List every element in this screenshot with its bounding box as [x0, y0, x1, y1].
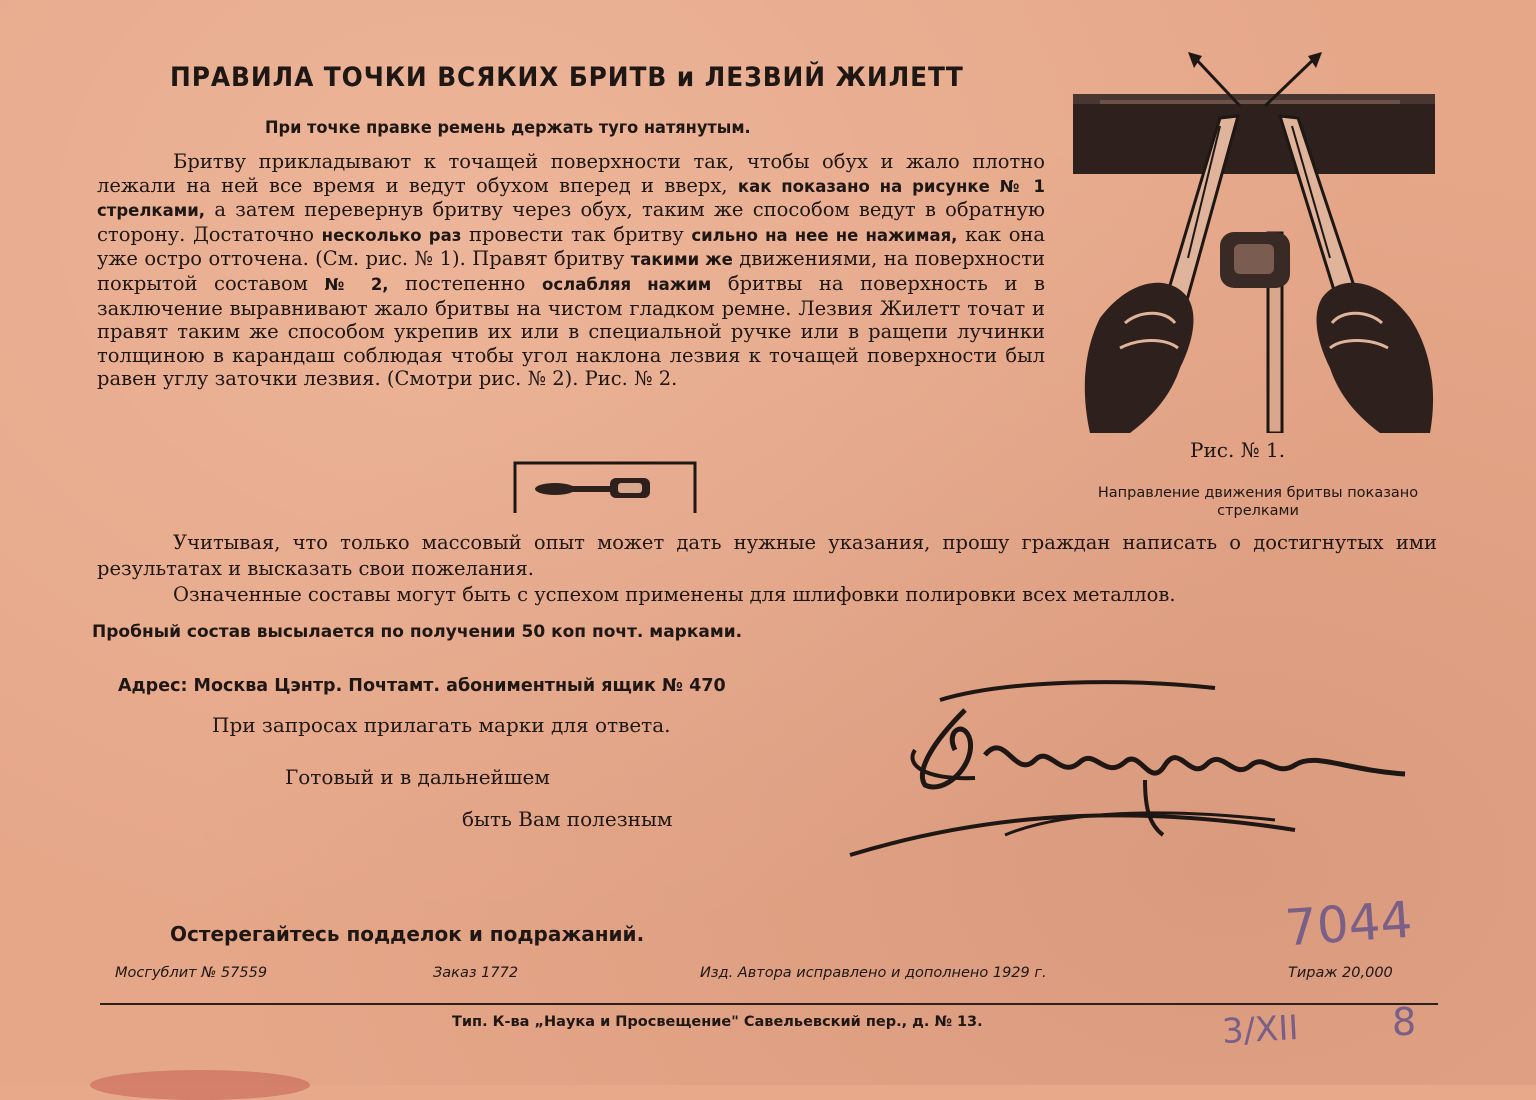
instructions-paragraph — [97, 150, 1045, 391]
closing-line-2: быть Вам полезным — [462, 807, 673, 831]
stamp-fragment — [90, 1070, 310, 1100]
body-text-6: постепенно — [405, 271, 526, 295]
counterfeit-warning: Остерегайтесь подделок и подражаний. — [170, 922, 645, 946]
attach-stamps-note: При запросах прилагать марки для ответа. — [212, 713, 671, 737]
handwritten-digit: 8 — [1392, 1000, 1417, 1044]
postal-address: Адрес: Москва Цэнтр. Почтамт. абониментный ящик № 470 — [118, 676, 726, 696]
page-title: ПРАВИЛА ТОЧКИ ВСЯКИХ БРИТВ и ЛЕЗВИЙ ЖИЛЕТТ — [170, 62, 964, 93]
order-number: Заказ 1772 — [433, 965, 519, 981]
body-bold-3: сильно на нее не нажимая, — [691, 225, 958, 245]
print-run: Тираж 20,000 — [1288, 965, 1393, 981]
handwritten-signature — [845, 670, 1425, 870]
body-bold-1: как показано на рисунке № 1 стрелками, — [97, 176, 1045, 221]
page-subtitle: При точке правке ремень держать туго натянутым. — [265, 118, 751, 138]
figure-1-caption: Рис. № 1. — [1190, 438, 1286, 462]
usage-paragraph: Означенные составы могут быть с успехом применены для шлифовки полировки всех металлов. — [173, 583, 1176, 606]
imprint-row — [100, 965, 1440, 995]
body-bold-2: несколько раз — [321, 225, 462, 245]
body-bold-6: ослабляя нажим — [542, 274, 712, 294]
figure-1-illustration — [1070, 48, 1440, 433]
mosgublit-number: Мосгублит № 57559 — [115, 965, 268, 981]
body-text-5: движениями, на поверхности покрытой составом — [97, 247, 1045, 295]
handwritten-number: 7044 — [1283, 890, 1415, 958]
body-text-7: бритвы на поверхность и в заключение выравнивают жало бритвы на чистом гладком ремне. Лезвия Жилетт точат и правят таким же способом укрепив их или в специальной ручке или в ращепи лучинки толщиною в карандаш соблюдая чтобы угол наклона лезвия к точащей поверхности был равен углу заточки лезвия. (Смотри рис. № 2). Рис. № 2. — [97, 271, 1045, 391]
request-paragraph: Учитывая, что только массовый опыт может дать нужные указания, прошу граждан написать о достигнутых ими результатах и высказать свои пожелания. — [97, 531, 1437, 580]
footer-divider — [100, 1003, 1438, 1005]
closing-line-1: Готовый и в дальнейшем — [285, 765, 550, 789]
printer-imprint: Тип. К-ва „Наука и Просвещение" Савельевский пер., д. № 13. — [452, 1014, 983, 1030]
body-text-4: как она уже остро отточена. (См. рис. № 1). Правят бритву — [97, 222, 1046, 271]
body-bold-5: № 2, — [324, 274, 389, 294]
edition-note: Изд. Автора исправлено и дополнено 1929 г. — [700, 965, 1047, 981]
body-text-1: Бритву прикладывают к точащей поверхности так, чтобы обух и жало плотно лежали на ней все время и ведут обухом вперед и вверх, — [97, 150, 1045, 197]
figure-2-illustration — [510, 458, 700, 518]
body-text-3: провести так бритву — [468, 222, 684, 246]
body-text-2: а затем перевернув бритву через обух, таким же способом ведут в обратную сторону. Достаточно — [97, 198, 1046, 246]
figure-1-note: Направление движения бритвы показано стрелками — [1097, 485, 1419, 519]
handwritten-date: 3/XII — [1221, 1008, 1300, 1052]
sample-offer: Пробный состав высылается по получении 50 коп почт. марками. — [92, 622, 743, 642]
body-bold-4: такими же — [630, 250, 733, 270]
